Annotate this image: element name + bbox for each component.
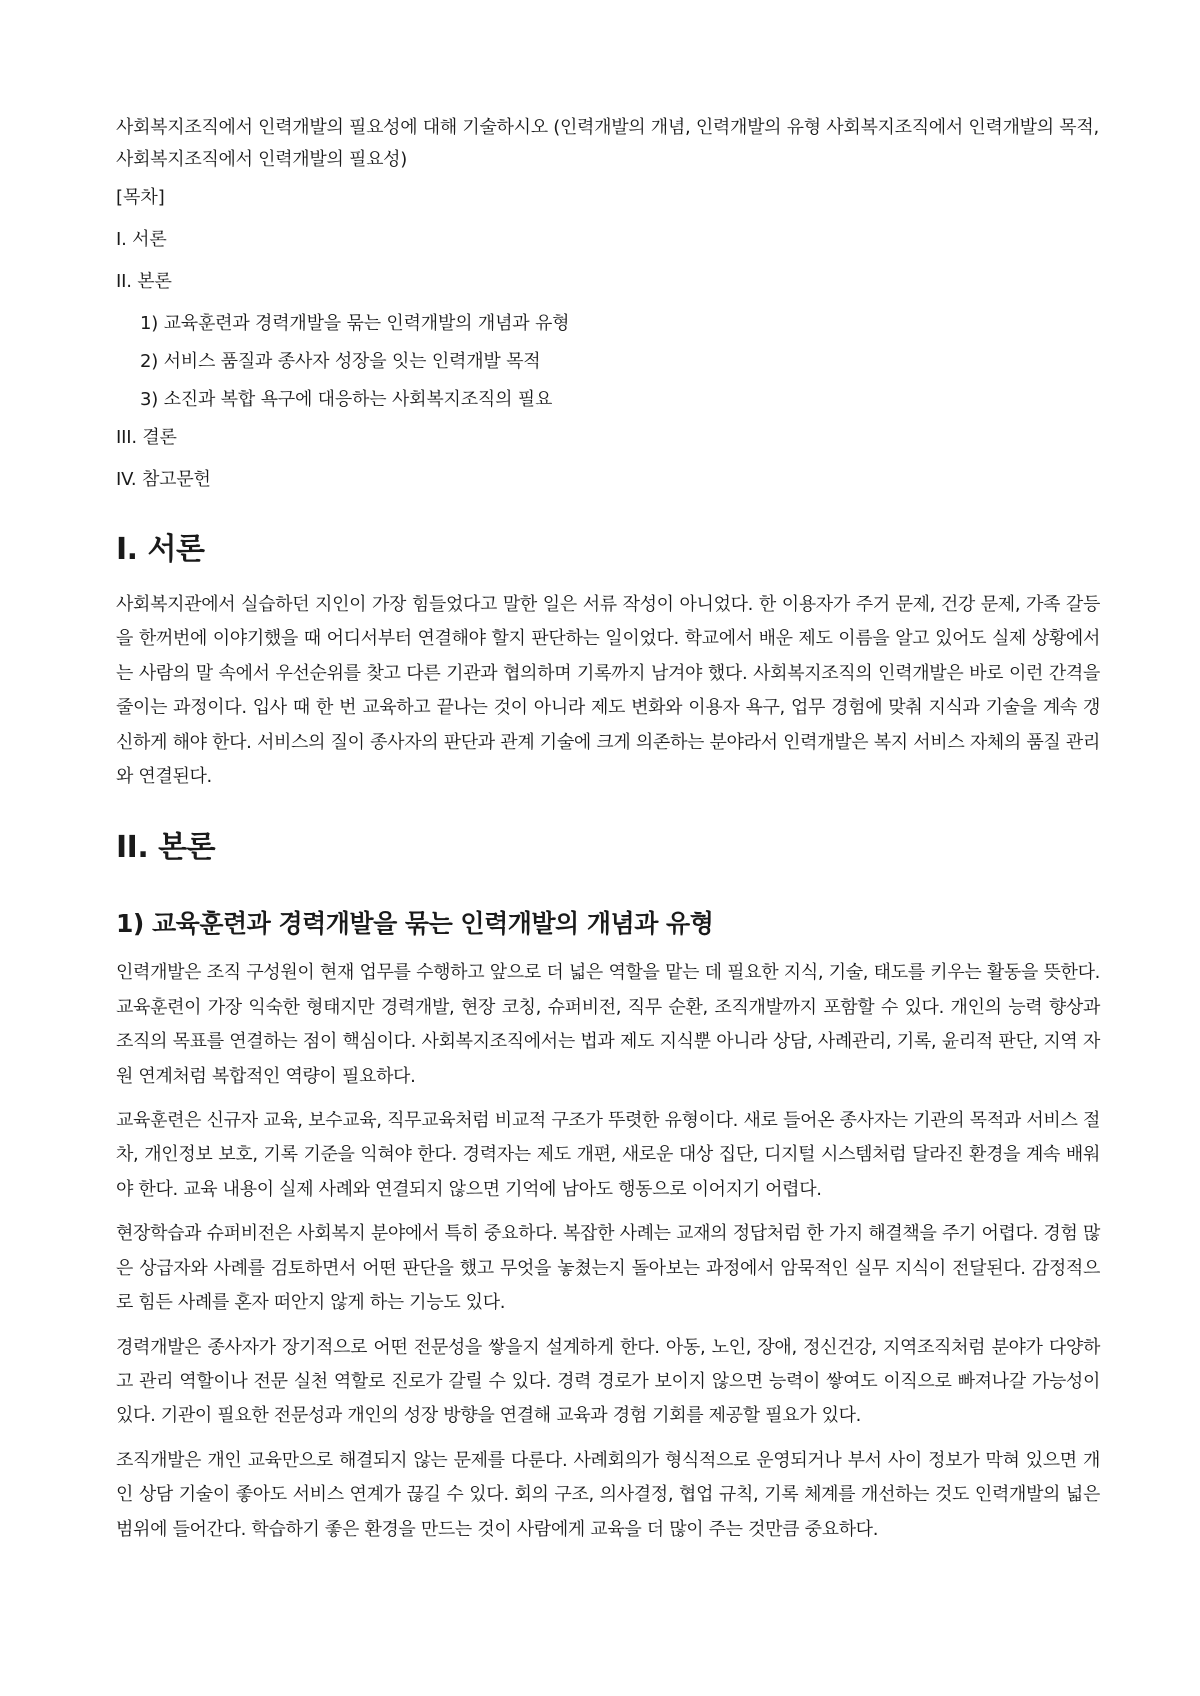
toc-item-body-sub3: 3) 소진과 복합 욕구에 대응하는 사회복지조직의 필요 <box>140 389 553 410</box>
subsection-1-paragraph-4: 경력개발은 종사자가 장기적으로 어떤 전문성을 쌓을지 설계하게 한다. 아동, 노인, 장애, 정신건강, 지역조직처럼 분야가 다양하고 관리 역할이나 전문 실천 역할로 진로가 갈릴 수 있다. 경력 경로가 보이지 않으면 능력이 쌓여도 이직으로 빠져나갈 가능성이 있다. 기관이 필요한 전문성과 개인의 성장 방향을 연결해 교육과 경험 기회를 제공할 필요가 있다. <box>116 1336 1100 1427</box>
toc-item-body: II. 본론 <box>116 271 172 292</box>
subsection-1-paragraph-3: 현장학습과 슈퍼비전은 사회복지 분야에서 특히 중요하다. 복잡한 사례는 교재의 정답처럼 한 가지 해결책을 주기 어렵다. 경험 많은 상급자와 사례를 검토하면서 어떤 판단을 했고 무엇을 놓쳤는지 돌아보는 과정에서 암묵적인 실무 지식이 전달된다. 감정적으로 힘든 사례를 혼자 떠안지 않게 하는 기능도 있다. <box>116 1223 1100 1314</box>
intro-heading: I. 서론 <box>116 532 205 567</box>
toc-list <box>116 224 1100 496</box>
toc-item-body-sub2: 2) 서비스 품질과 종사자 성장을 잇는 인력개발 목적 <box>140 351 541 372</box>
subsection-1-heading: 1) 교육훈련과 경력개발을 묶는 인력개발의 개념과 유형 <box>116 909 714 939</box>
toc-item-conclusion: III. 결론 <box>116 427 177 448</box>
toc-item-body-sub1: 1) 교육훈련과 경력개발을 묶는 인력개발의 개념과 유형 <box>140 313 570 334</box>
subsection-1-paragraph-5: 조직개발은 개인 교육만으로 해결되지 않는 문제를 다룬다. 사례회의가 형식적으로 운영되거나 부서 사이 정보가 막혀 있으면 개인 상담 기술이 좋아도 서비스 연계가 끊길 수 있다. 회의 구조, 의사결정, 협업 규칙, 기록 체계를 개선하는 것도 인력개발의 넓은 범위에 들어간다. 학습하기 좋은 환경을 만드는 것이 사람에게 교육을 더 많이 주는 것만큼 중요하다. <box>116 1449 1100 1540</box>
subsection-1-paragraph-2: 교육훈련은 신규자 교육, 보수교육, 직무교육처럼 비교적 구조가 뚜렷한 유형이다. 새로 들어온 종사자는 기관의 목적과 서비스 절차, 개인정보 보호, 기록 기준을 익혀야 한다. 경력자는 제도 개편, 새로운 대상 집단, 디지털 시스템처럼 달라진 환경을 계속 배워야 한다. 교육 내용이 실제 사례와 연결되지 않으면 기억에 남아도 행동으로 이어지기 어렵다. <box>116 1110 1100 1200</box>
toc-item-intro: I. 서론 <box>116 229 167 250</box>
toc-item-references: IV. 참고문헌 <box>116 469 211 490</box>
assignment-question: 사회복지조직에서 인력개발의 필요성에 대해 기술하시오 (인력개발의 개념, 인력개발의 유형 사회복지조직에서 인력개발의 목적, 사회복지조직에서 인력개발의 필요성) <box>116 117 1099 170</box>
body-heading: II. 본론 <box>116 830 216 866</box>
intro-paragraph: 사회복지관에서 실습하던 지인이 가장 힘들었다고 말한 일은 서류 작성이 아니었다. 한 이용자가 주거 문제, 건강 문제, 가족 갈등을 한꺼번에 이야기했을 때 어디서부터 연결해야 할지 판단하는 일이었다. 학교에서 배운 제도 이름을 알고 있어도 실제 상황에서는 사람의 말 속에서 우선순위를 찾고 다른 기관과 협의하며 기록까지 남겨야 했다. 사회복지조직의 인력개발은 바로 이런 간격을 줄이는 과정이다. 입사 때 한 번 교육하고 끝나는 것이 아니라 제도 변화와 이용자 욕구, 업무 경험에 맞춰 지식과 기술을 계속 갱신하게 해야 한다. 서비스의 질이 종사자의 판단과 관계 기술에 크게 의존하는 분야라서 인력개발은 복지 서비스 자체의 품질 관리와 연결된다. <box>116 594 1100 788</box>
toc-heading: [목차] <box>116 187 165 208</box>
subsection-1-paragraph-1: 인력개발은 조직 구성원이 현재 업무를 수행하고 앞으로 더 넓은 역할을 맡는 데 필요한 지식, 기술, 태도를 키우는 활동을 뜻한다. 교육훈련이 가장 익숙한 형태지만 경력개발, 현장 코칭, 슈퍼비전, 직무 순환, 조직개발까지 포함할 수 있다. 개인의 능력 향상과 조직의 목표를 연결하는 점이 핵심이다. 사회복지조직에서는 법과 제도 지식뿐 아니라 상담, 사례관리, 기록, 윤리적 판단, 지역 자원 연계처럼 복합적인 역량이 필요하다. <box>116 962 1100 1087</box>
table-of-contents <box>116 182 1100 496</box>
